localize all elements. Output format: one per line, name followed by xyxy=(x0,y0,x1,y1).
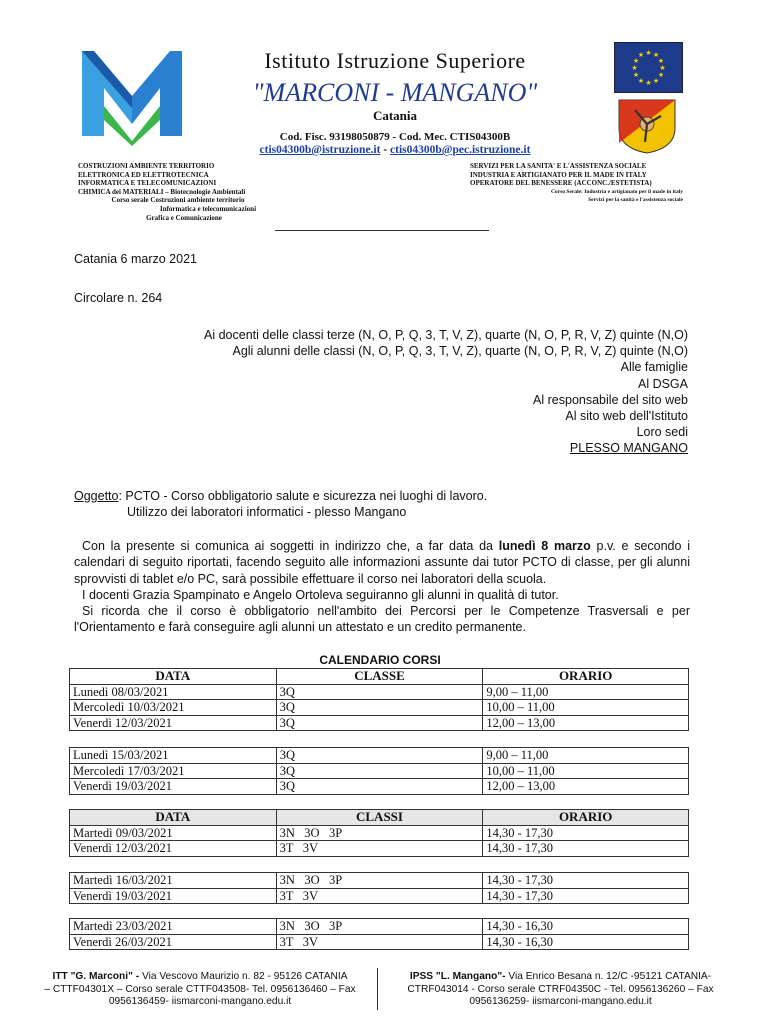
course-item: CHIMICA dei MATERIALI – Biotecnologie Ambientali xyxy=(78,187,246,196)
course-item: Corso Serale: Industria e artigianato per il made in italy xyxy=(550,188,683,195)
cell-class: 3T 3V xyxy=(276,888,483,904)
cell-date: Venerdì 12/03/2021 xyxy=(70,841,277,857)
cell-class: 3N 3O 3P xyxy=(276,919,483,935)
cell-date: Mercoledì 10/03/2021 xyxy=(70,700,277,716)
header-data: DATA xyxy=(70,810,277,826)
pec-email-link[interactable]: ctis04300b@pec.istruzione.it xyxy=(390,144,531,156)
recipient-line: Al sito web dell'Istituto xyxy=(565,408,688,423)
cell-class: 3Q xyxy=(276,748,483,764)
footer-mangano xyxy=(388,971,733,1009)
calendar-title: CALENDARIO CORSI xyxy=(319,653,441,667)
cell-class: 3T 3V xyxy=(276,934,483,950)
paragraph: I docenti Grazia Spampinato e Angelo Ortoleva seguiranno gli alunni in qualità di tutor. xyxy=(82,587,559,602)
svg-text:★: ★ xyxy=(632,57,640,65)
svg-text:★: ★ xyxy=(637,77,645,85)
email-line xyxy=(230,144,560,156)
table-header-row xyxy=(70,669,689,685)
fiscal-codes: Cod. Fisc. 93198050879 - Cod. Mec. CTIS04300B xyxy=(279,131,511,143)
course-item: INDUSTRIA E ARTIGIANATO PER IL MADE IN ITALY xyxy=(470,170,647,179)
subject-line1: : PCTO - Corso obbligatorio salute e sicurezza nei luoghi di lavoro. xyxy=(118,489,488,503)
footer-codes: CTRF043014 - Corso serale CTRF04350C - Tel. 0956136260 – Fax xyxy=(407,983,714,995)
cell-date: Lunedì 08/03/2021 xyxy=(70,684,277,700)
school-name-line1: Istituto Istruzione Superiore xyxy=(264,48,526,73)
cell-class: 3N 3O 3P xyxy=(276,825,483,841)
table-row xyxy=(70,748,689,764)
cell-date: Venerdì 19/03/2021 xyxy=(70,888,277,904)
highlight-date: lunedì 8 marzo xyxy=(498,539,591,553)
header-divider xyxy=(275,230,489,231)
recipient-line: Ai docenti delle classi terze (N, O, P, Q, 3, T, V, Z), quarte (N, O, P, R, V, Z) quinte (N,O) xyxy=(204,328,688,342)
subject-line2: Utilizzo dei laboratori informatici - plesso Mangano xyxy=(127,505,407,519)
cell-time: 9,00 – 11,00 xyxy=(483,684,689,700)
course-item: Corso serale Costruzioni ambiente territorio xyxy=(111,196,245,205)
table-row xyxy=(70,888,689,904)
table-row xyxy=(70,779,689,795)
course-item: OPERATORE DEL BENESSERE (ACCONC./ESTETISTA) xyxy=(470,179,652,188)
recipient-line: Al responsabile del sito web xyxy=(533,392,688,407)
svg-text:★: ★ xyxy=(645,49,652,57)
header-orario: ORARIO xyxy=(483,810,689,826)
table-row xyxy=(70,684,689,700)
cell-date: Martedì 23/03/2021 xyxy=(70,919,277,935)
recipient-line: Al DSGA xyxy=(637,376,688,391)
calendar-table-1 xyxy=(69,668,689,731)
table-row xyxy=(70,934,689,950)
table-row xyxy=(70,763,689,779)
header-orario: ORARIO xyxy=(483,669,689,685)
school-logo-icon xyxy=(82,46,182,146)
footer-address: Via Enrico Besana n. 12/C -95121 CATANIA- xyxy=(505,971,712,982)
header-data: DATA xyxy=(70,669,277,685)
cell-class: 3Q xyxy=(276,700,483,716)
recipient-line: Agli alunni delle classi (N, O, P, Q, 3, T, V, Z), quarte (N, O, P, R, V, Z) quinte (N,O) xyxy=(232,344,688,359)
cell-time: 10,00 – 11,00 xyxy=(483,763,689,779)
recipient-line: Loro sedi xyxy=(636,425,688,440)
subject-label: Oggetto xyxy=(74,489,119,503)
cell-time: 14,30 - 16,30 xyxy=(483,919,689,935)
cell-date: Mercoledì 17/03/2021 xyxy=(70,763,277,779)
letter-body xyxy=(74,538,690,636)
svg-text:★: ★ xyxy=(657,71,665,79)
table-row xyxy=(70,700,689,716)
cell-class: 3N 3O 3P xyxy=(276,873,483,889)
subject-block xyxy=(74,488,694,520)
svg-text:★: ★ xyxy=(659,64,666,72)
footer-address: Via Vescovo Maurizio n. 82 - 95126 CATANIA xyxy=(139,971,348,982)
course-item: SERVIZI PER LA SANITA' E L'ASSISTENZA SOCIALE xyxy=(470,162,647,170)
letter-date: Catania 6 marzo 2021 xyxy=(74,252,197,266)
cell-time: 14,30 - 17,30 xyxy=(483,825,689,841)
email-separator: - xyxy=(380,144,391,156)
svg-text:★: ★ xyxy=(652,77,660,85)
table-row xyxy=(70,841,689,857)
cell-class: 3Q xyxy=(276,763,483,779)
table-row xyxy=(70,919,689,935)
paragraph-text: p.v. e secondo i calendari di seguito riportati, facendo seguito alle informazioni assunte dai tutor PCTO di classe, per gli alunni sprovvisti di tablet e/o PC, sarà possibile effettuare il corso nei laboratori della scuola. xyxy=(74,539,690,586)
cell-date: Venerdì 12/03/2021 xyxy=(70,715,277,731)
cell-date: Martedì 09/03/2021 xyxy=(70,825,277,841)
cell-time: 14,30 - 16,30 xyxy=(483,934,689,950)
course-item: COSTRUZIONI AMBIENTE TERRITORIO xyxy=(78,162,215,170)
footer-contacts: 0956136259- iismarconi-mangano.edu.it xyxy=(469,996,652,1007)
calendar-table-4 xyxy=(69,872,689,904)
cell-time: 14,30 - 17,30 xyxy=(483,841,689,857)
cell-time: 12,00 – 13,00 xyxy=(483,779,689,795)
city-label: Catania xyxy=(372,108,418,123)
cell-time: 12,00 – 13,00 xyxy=(483,715,689,731)
header-classe: CLASSE xyxy=(276,669,483,685)
course-item: ELETTRONICA ED ELETTROTECNICA xyxy=(78,170,209,179)
footer-marconi xyxy=(30,971,370,1009)
footer-school-name: ITT "G. Marconi" - xyxy=(52,971,140,982)
header-classi: CLASSI xyxy=(276,810,483,826)
recipients-block xyxy=(204,327,688,457)
cell-date: Venerdì 26/03/2021 xyxy=(70,934,277,950)
calendar-table-2 xyxy=(69,747,689,795)
svg-text:★: ★ xyxy=(632,71,640,79)
table-row xyxy=(70,715,689,731)
svg-text:★: ★ xyxy=(637,51,645,59)
course-item: Informatica e telecomunicazioni xyxy=(159,204,257,213)
footer-divider xyxy=(377,968,378,1010)
svg-text:★: ★ xyxy=(645,79,652,87)
footer-codes: – CTTF04301X – Corso serale CTTF043508- Tel. 0956136460 – Fax xyxy=(44,983,356,995)
cell-time: 14,30 - 17,30 xyxy=(483,888,689,904)
sicily-emblem-icon xyxy=(617,98,677,154)
svg-text:★: ★ xyxy=(657,57,665,65)
footer-contacts: 0956136459- iismarconi-mangano.edu.it xyxy=(108,996,292,1007)
cell-time: 14,30 - 17,30 xyxy=(483,873,689,889)
cell-class: 3Q xyxy=(276,684,483,700)
cell-date: Martedì 16/03/2021 xyxy=(70,873,277,889)
paragraph-text: Con la presente si comunica ai soggetti in indirizzo che, a far data da xyxy=(82,539,499,553)
cell-time: 9,00 – 11,00 xyxy=(483,748,689,764)
calendar-table-5 xyxy=(69,918,689,950)
cell-class: 3Q xyxy=(276,779,483,795)
school-name-line2: "MARCONI - MANGANO" xyxy=(252,78,538,107)
svg-text:★: ★ xyxy=(631,64,638,72)
paragraph: Si ricorda che il corso è obbligatorio nell'ambito dei Percorsi per le Competenze Trasversali e per l'Orientamento e farà conseguire agli alunni un attestato e un credito permanente. xyxy=(74,604,690,635)
right-courses-list xyxy=(470,162,683,205)
table-row xyxy=(70,873,689,889)
left-courses-list xyxy=(78,162,278,222)
course-item: INFORMATICA E TELECOMUNICAZIONI xyxy=(78,179,217,188)
recipient-line: Alle famiglie xyxy=(620,360,688,375)
email-link[interactable]: ctis04300b@istruzione.it xyxy=(259,144,381,156)
circular-number: Circolare n. 264 xyxy=(74,291,163,305)
recipient-plesso: PLESSO MANGANO xyxy=(569,441,688,456)
course-item: Grafica e Comunicazione xyxy=(146,213,222,222)
svg-text:★: ★ xyxy=(652,51,660,59)
cell-date: Lunedì 15/03/2021 xyxy=(70,748,277,764)
cell-class: 3T 3V xyxy=(276,841,483,857)
table-row xyxy=(70,825,689,841)
calendar-table-3 xyxy=(69,809,689,857)
course-item: Servizi per la sanità e l'assistenza sociale xyxy=(588,197,683,204)
cell-date: Venerdì 19/03/2021 xyxy=(70,779,277,795)
table-header-row xyxy=(70,810,689,826)
cell-class: 3Q xyxy=(276,715,483,731)
paragraph xyxy=(74,538,690,587)
footer-school-name: IPSS "L. Mangano"- xyxy=(409,971,506,982)
cell-time: 10,00 – 11,00 xyxy=(483,700,689,716)
eu-flag-icon xyxy=(614,42,683,93)
